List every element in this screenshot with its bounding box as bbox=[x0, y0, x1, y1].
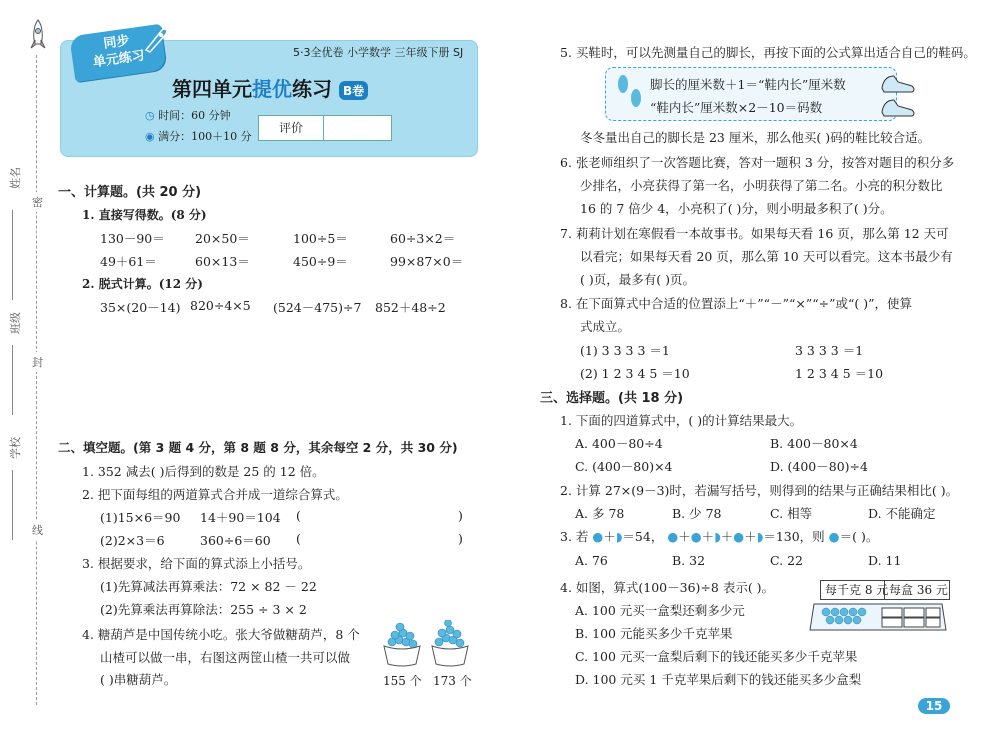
school-label: 学校 bbox=[9, 437, 22, 459]
choice-b[interactable]: B. 少 78 bbox=[672, 506, 722, 521]
time-row bbox=[145, 107, 231, 123]
page-number: 15 bbox=[918, 698, 950, 714]
rocket-decoration-icon bbox=[140, 24, 172, 59]
apple-icon: ● bbox=[592, 529, 604, 544]
title-highlight: 提优 bbox=[252, 77, 292, 101]
page-title bbox=[172, 73, 368, 102]
badge-line1: 同步 bbox=[102, 33, 131, 52]
evaluation-input[interactable] bbox=[324, 116, 390, 140]
choice-c[interactable]: C. 100 元买一盒梨后剩下的钱还能买多少千克苹果 bbox=[575, 649, 858, 664]
apple-icon: ● bbox=[690, 529, 702, 544]
choice-c[interactable]: C. 相等 bbox=[770, 506, 813, 521]
banana-icon: ◗ bbox=[714, 529, 721, 544]
series-label: 5·3全优卷 小学数学 三年级下册 SJ bbox=[293, 46, 464, 59]
s3-q3-eq1: ＝54， bbox=[622, 529, 664, 544]
s1-q1: 1. 直接写得数。(8 分) bbox=[82, 208, 207, 222]
fruit-stand-image bbox=[808, 600, 948, 639]
q7-line1: 7. 莉莉计划在寒假看一本故事书。如果每天看 16 页，那么第 12 天可 bbox=[560, 226, 949, 241]
evaluation-label: 评价 bbox=[259, 116, 324, 140]
q6-line2: 少排名，小亮获得了第一名，小明获得了第二名。小亮的积分数比 bbox=[580, 178, 943, 193]
s2-q4-l2: 山楂可以做一串，右图这两筐山楂一共可以做 bbox=[100, 650, 351, 665]
s2-q2-r2b: 360÷6＝60 bbox=[200, 533, 271, 548]
s2-q2-r1a: (1)15×6＝90 bbox=[100, 510, 181, 525]
s3-q2: 2. 计算 27×(9－3)时，若漏写括号，则得到的结果与正确结果相比( )。 bbox=[560, 483, 959, 498]
s3-q4: 4. 如图，算式(100－36)÷8 表示( )。 bbox=[560, 580, 775, 595]
price-sign bbox=[820, 580, 950, 600]
name-line bbox=[12, 210, 13, 300]
check-icon: ◉ bbox=[145, 130, 155, 143]
seal-feng: 封 bbox=[32, 352, 43, 372]
calc-item: 60×13＝ bbox=[195, 254, 250, 269]
q8-r1b: 3 3 3 3 ＝1 bbox=[795, 343, 864, 358]
q6-line1: 6. 张老师组织了一次答题比赛，答对一题积 3 分，按答对题目的积分多 bbox=[560, 155, 955, 170]
choice-d[interactable]: D. (400－80)÷4 bbox=[770, 459, 868, 474]
s3-q3: 3. 若 ●＋◗＝54， ●＋●＋◗＋●＋◗＝130，则 ●＝( )。 bbox=[560, 529, 879, 544]
school-line bbox=[12, 470, 13, 540]
q7-line3: ( )页，最多有( )页。 bbox=[580, 272, 695, 287]
formula-line1: 脚长的厘米数＋1＝“鞋内长”厘米数 bbox=[650, 77, 846, 92]
q7-line2: 以看完；如果每天看 20 页，那么第 10 天可以看完。这本书最少有 bbox=[580, 249, 953, 264]
choice-c[interactable]: C. (400－80)×4 bbox=[575, 459, 673, 474]
shoes-icon bbox=[878, 68, 918, 123]
price-per-kg: 每千克 8 元 bbox=[825, 583, 889, 597]
calc-item: 35×(20－14) bbox=[100, 300, 181, 315]
answer-paren-close[interactable]: ) bbox=[458, 531, 463, 546]
calc-item: 820÷4×5 bbox=[190, 298, 251, 313]
choice-a[interactable]: A. 400－80÷4 bbox=[575, 436, 663, 451]
banana-icon: ◗ bbox=[615, 529, 623, 544]
choice-d[interactable]: D. 不能确定 bbox=[868, 506, 936, 521]
s2-q2-r2a: (2)2×3＝6 bbox=[100, 533, 165, 548]
calc-item: 130－90＝ bbox=[100, 231, 165, 246]
badge-line2: 单元练习 bbox=[92, 48, 146, 71]
s2-q4-l1: 4. 糖葫芦是中国传统小吃。张大爷做糖葫芦，8 个 bbox=[82, 627, 360, 642]
s3-q3-eq3: ＝( )。 bbox=[839, 529, 879, 544]
q6-line3: 16 的 7 倍少 4，小亮积了( )分，则小明最多积了( )分。 bbox=[580, 201, 893, 216]
apple-icon: ● bbox=[733, 529, 745, 544]
time-label: 时间：60 分钟 bbox=[158, 109, 231, 122]
choice-b[interactable]: B. 100 元能买多少千克苹果 bbox=[575, 626, 733, 641]
section2-title: 二、填空题。(第 3 题 4 分，第 8 题 8 分，其余每空 2 分，共 30 分) bbox=[58, 440, 458, 455]
banana-icon: ◗ bbox=[756, 529, 764, 544]
s2-q3: 3. 根据要求，给下面的算式添上小括号。 bbox=[82, 556, 311, 571]
q8-line1: 8. 在下面算式中合适的位置添上“＋”“－”“×”“÷”或“( )”，使算 bbox=[560, 296, 912, 311]
price-divider bbox=[884, 581, 885, 599]
apple-icon: ● bbox=[667, 529, 679, 544]
footprint-icon bbox=[614, 70, 646, 117]
seal-xian: 线 bbox=[32, 520, 43, 540]
s2-q2: 2. 把下面每组的两道算式合并成一道综合算式。 bbox=[82, 487, 348, 502]
calc-item: (524－475)÷7 bbox=[273, 300, 362, 315]
seal-mi: 密 bbox=[32, 192, 43, 212]
calc-item: 852＋48÷2 bbox=[375, 300, 446, 315]
clock-icon: ◷ bbox=[145, 109, 155, 122]
section3-title: 三、选择题。(共 18 分) bbox=[540, 391, 684, 406]
choice-b[interactable]: B. 400－80×4 bbox=[770, 436, 858, 451]
formula-line2: “鞋内长”厘米数×2－10＝码数 bbox=[650, 100, 823, 115]
choice-d[interactable]: D. 11 bbox=[868, 553, 902, 568]
version-badge: B卷 bbox=[339, 81, 368, 100]
q8-line2: 式成立。 bbox=[580, 319, 631, 334]
title-prefix: 第四单元 bbox=[172, 77, 252, 101]
section1-title: 一、计算题。(共 20 分) bbox=[58, 185, 202, 200]
binding-line bbox=[36, 55, 37, 705]
answer-paren-close[interactable]: ) bbox=[458, 508, 463, 523]
s3-q1: 1. 下面的四道算式中，( )的计算结果最大。 bbox=[560, 413, 803, 428]
evaluation-box bbox=[258, 115, 392, 141]
q8-r1a: (1) 3 3 3 3 ＝1 bbox=[580, 343, 670, 358]
s2-q2-r1b: 14＋90＝104 bbox=[200, 510, 281, 525]
choice-d[interactable]: D. 100 元买 1 千克苹果后剩下的钱还能买多少盒梨 bbox=[575, 672, 862, 687]
basket1-count: 155 个 bbox=[383, 674, 422, 688]
q8-r2a: (2) 1 2 3 4 5 ＝10 bbox=[580, 366, 690, 381]
s2-q3-b: (2)先算乘法再算除法：255 ÷ 3 × 2 bbox=[100, 602, 307, 617]
choice-a[interactable]: A. 100 元买一盒梨还剩多少元 bbox=[575, 603, 745, 618]
choice-a[interactable]: A. 多 78 bbox=[575, 506, 625, 521]
q8-r2b: 1 2 3 4 5 ＝10 bbox=[795, 366, 884, 381]
s2-q4-l3: ( )串糖葫芦。 bbox=[100, 672, 177, 687]
calc-item: 49＋61＝ bbox=[100, 254, 157, 269]
q5-line1: 5. 买鞋时，可以先测量自己的脚长，再按下面的公式算出适合自己的鞋码。 bbox=[560, 45, 976, 60]
class-label: 班级 bbox=[9, 312, 22, 334]
s2-q3-a: (1)先算减法再算乘法：72 × 82 － 22 bbox=[100, 579, 317, 594]
choice-b[interactable]: B. 32 bbox=[672, 553, 706, 568]
score-row bbox=[145, 128, 252, 144]
calc-item: 60÷3×2＝ bbox=[390, 231, 456, 246]
calc-item: 100÷5＝ bbox=[293, 231, 348, 246]
basket2-count: 173 个 bbox=[433, 674, 472, 688]
title-suffix: 练习 bbox=[292, 77, 332, 101]
class-line bbox=[12, 345, 13, 415]
s3-q3-eq2: ＝130，则 bbox=[763, 529, 825, 544]
calc-item: 20×50＝ bbox=[195, 231, 250, 246]
calc-item: 99×87×0＝ bbox=[390, 254, 464, 269]
score-label: 满分：100＋10 分 bbox=[158, 130, 252, 143]
choice-c[interactable]: C. 22 bbox=[770, 553, 803, 568]
name-label: 姓名 bbox=[9, 167, 22, 189]
s2-q1: 1. 352 减去( )后得到的数是 25 的 12 倍。 bbox=[82, 464, 325, 479]
s3-q3-prefix: 3. 若 bbox=[560, 529, 589, 544]
q5-line2: 冬冬量出自己的脚长是 23 厘米，那么他买( )码的鞋比较合适。 bbox=[580, 130, 931, 145]
price-per-box: 每盒 36 元 bbox=[889, 583, 948, 597]
rocket-icon bbox=[28, 18, 48, 55]
answer-paren-open[interactable]: ( bbox=[296, 508, 301, 523]
apple-icon: ● bbox=[828, 529, 840, 544]
answer-paren-open[interactable]: ( bbox=[296, 531, 301, 546]
s1-q2: 2. 脱式计算。(12 分) bbox=[82, 277, 203, 291]
calc-item: 450÷9＝ bbox=[293, 254, 348, 269]
choice-a[interactable]: A. 76 bbox=[575, 553, 608, 568]
